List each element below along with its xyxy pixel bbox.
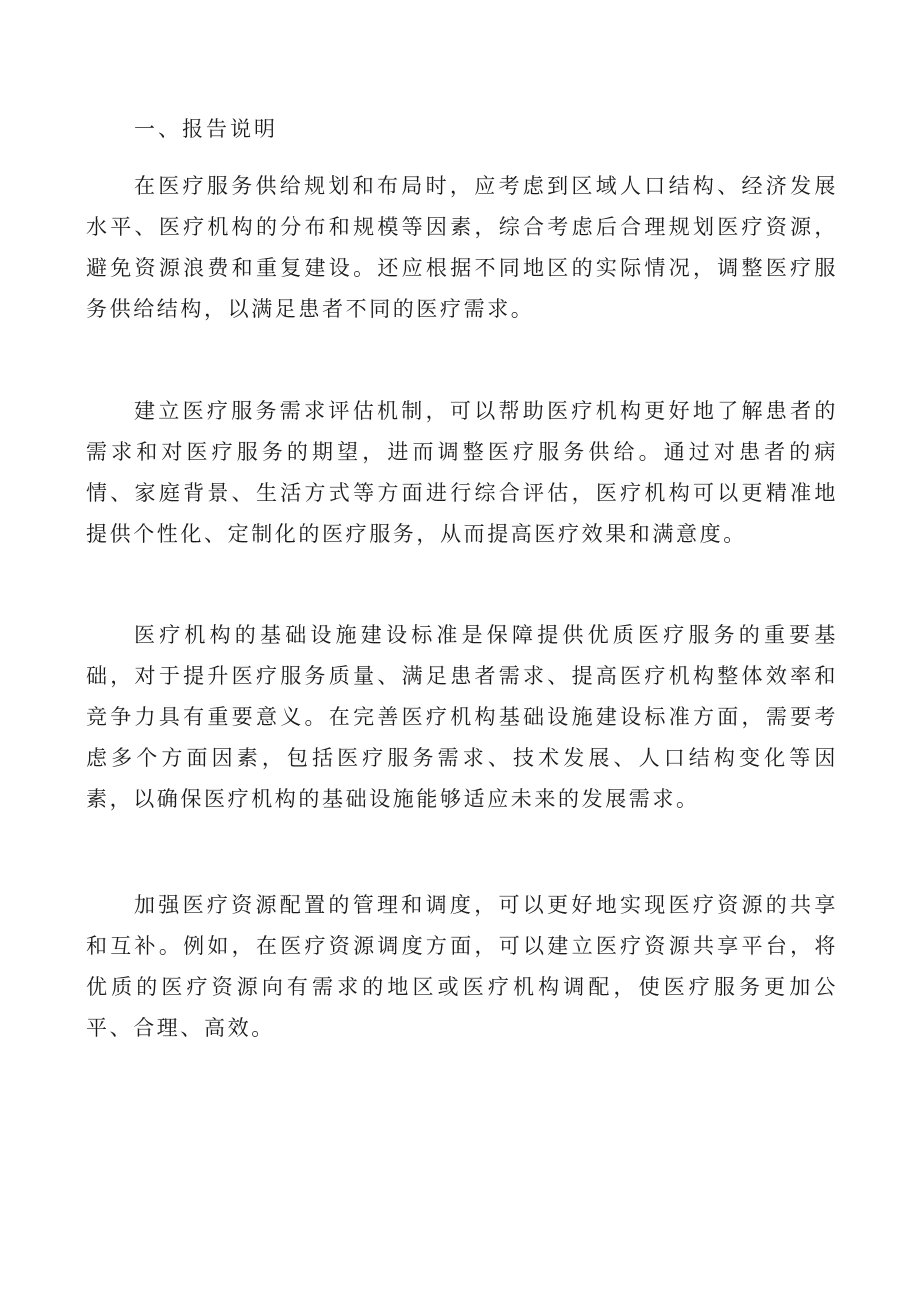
- paragraph-3: 医疗机构的基础设施建设标准是保障提供优质医疗服务的重要基础，对于提升医疗服务质量、满足患者需求、提高医疗机构整体效率和竞争力具有重要意义。在完善医疗机构基础设施建设标准方面，需要考虑多个方面因素，包括医疗服务需求、技术发展、人口结构变化等因素，以确保医疗机构的基础设施能够适应未来的发展需求。: [86, 623, 838, 811]
- paragraph-4: 加强医疗资源配置的管理和调度，可以更好地实现医疗资源的共享和互补。例如，在医疗资源调度方面，可以建立医疗资源共享平台，将优质的医疗资源向有需求的地区或医疗机构调配，使医疗服务更加公平、合理、高效。: [86, 893, 838, 1040]
- paragraph-1: 在医疗服务供给规划和布局时，应考虑到区域人口结构、经济发展水平、医疗机构的分布和规模等因素，综合考虑后合理规划医疗资源，避免资源浪费和重复建设。还应根据不同地区的实际情况，调整医疗服务供给结构，以满足患者不同的医疗需求。: [86, 174, 838, 321]
- paragraph-2: 建立医疗服务需求评估机制，可以帮助医疗机构更好地了解患者的需求和对医疗服务的期望，进而调整医疗服务供给。通过对患者的病情、家庭背景、生活方式等方面进行综合评估，医疗机构可以更精准地提供个性化、定制化的医疗服务，从而提高医疗效果和满意度。: [86, 399, 838, 546]
- section-heading: 一、报告说明: [134, 117, 278, 141]
